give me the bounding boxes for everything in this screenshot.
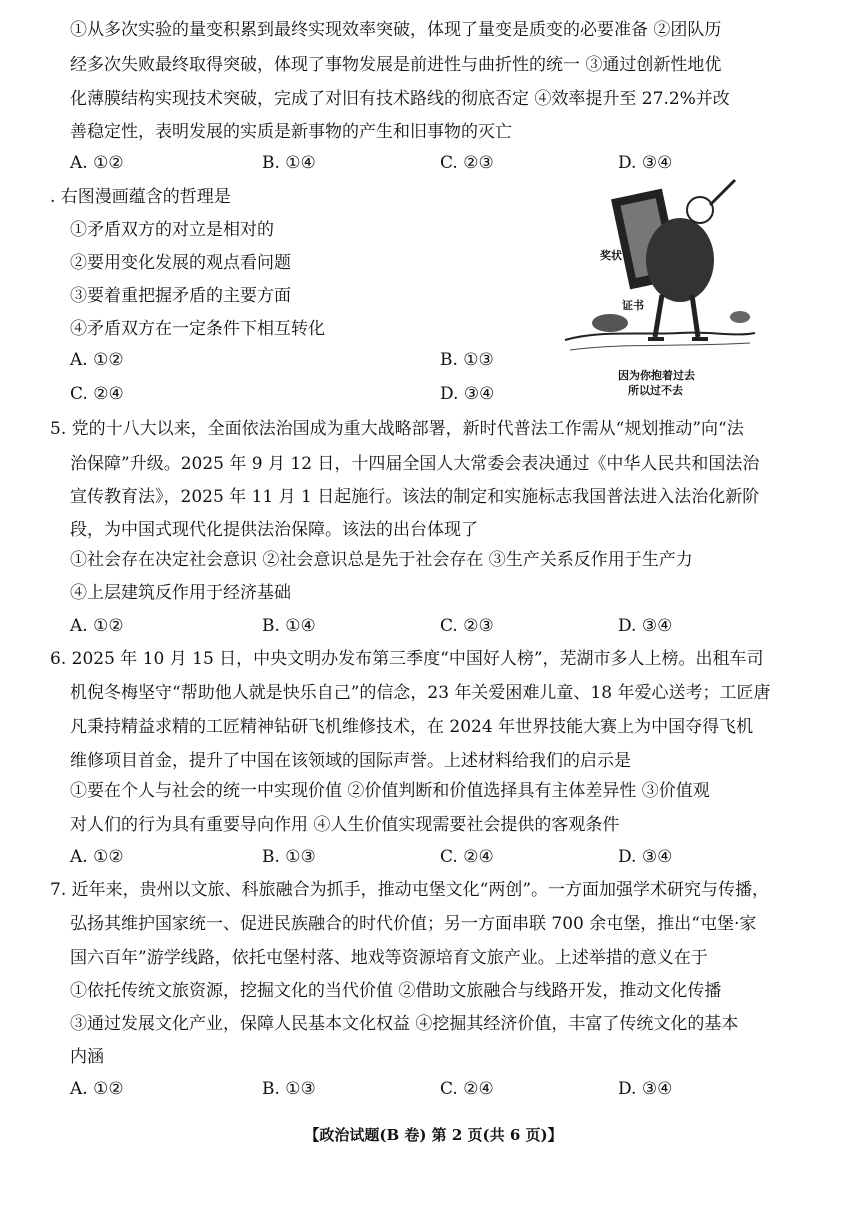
q4-item: ④矛盾双方在一定条件下相互转化 [70,319,325,339]
q6-line: 机倪冬梅坚守“帮助他人就是快乐自己”的信念，23 年关爱困难儿童、18 年爱心送考；工匠唐 [70,683,771,703]
q7-option-b: B. ①③ [262,1079,316,1099]
q4-option-a: A. ①② [70,350,124,370]
q7-option-d: D. ③④ [618,1079,673,1099]
q5-option-b: B. ①④ [262,616,316,636]
q6-option-a: A. ①② [70,847,124,867]
q4-item: ②要用变化发展的观点看问题 [70,253,291,273]
label-award: 奖状 [600,249,622,262]
q6-line: 6. 2025 年 10 月 15 日，中央文明办发布第三季度“中国好人榜”，芜湖市多人上榜。出租车司 [50,649,764,669]
q7-option-c: C. ②④ [440,1079,494,1099]
q5-line: ④上层建筑反作用于经济基础 [70,583,291,603]
q5-option-d: D. ③④ [618,616,673,636]
q6-line: 凡秉持精益求精的工匠精神钻研飞机维修技术，在 2024 年世界技能大赛上为中国夺得飞机 [70,717,754,737]
label-certificate: 证书 [622,299,644,312]
q7-line: 内涵 [70,1047,104,1067]
q7-line: 弘扬其维护国家统一、促进民族融合的时代价值；另一方面串联 700 余屯堡，推出“屯堡·家 [70,914,757,934]
q5-option-a: A. ①② [70,616,124,636]
q5-option-c: C. ②③ [440,616,494,636]
q4-item: ③要着重把握矛盾的主要方面 [70,286,291,306]
q3-line: 化薄膜结构实现技术突破，完成了对旧有技术路线的彻底否定 ④效率提升至 27.2%并改 [70,89,730,109]
q6-line: ①要在个人与社会的统一中实现价值 ②价值判断和价值选择具有主体差异性 ③价值观 [70,781,710,801]
q6-option-d: D. ③④ [618,847,673,867]
q7-line: ③通过发展文化产业，保障人民基本文化权益 ④挖掘其经济价值，丰富了传统文化的基本 [70,1014,739,1034]
q3-option-c: C. ②③ [440,153,494,173]
q4-item: ①矛盾双方的对立是相对的 [70,220,274,240]
q6-line: 维修项目首金，提升了中国在该领域的国际声誉。上述材料给我们的启示是 [70,751,631,771]
q7-option-a: A. ①② [70,1079,124,1099]
q5-line: 治保障”升级。2025 年 9 月 12 日，十四届全国人大常委会表决通过《中华人民共和国法治 [70,454,760,474]
q4-stem: . 右图漫画蕴含的哲理是 [50,187,231,207]
q6-option-b: B. ①③ [262,847,316,867]
q4-option-d: D. ③④ [440,384,495,404]
q7-line: 7. 近年来，贵州以文旅、科旅融合为抓手，推动屯堡文化“两创”。一方面加强学术研究与传播， [50,880,770,900]
q3-option-d: D. ③④ [618,153,673,173]
q5-line: ①社会存在决定社会意识 ②社会意识总是先于社会存在 ③生产关系反作用于生产力 [70,550,693,570]
q5-line: 段，为中国式现代化提供法治保障。该法的出台体现了 [70,520,478,540]
q4-option-b: B. ①③ [440,350,494,370]
q3-line: ①从多次实验的量变积累到最终实现效率突破，体现了量变是质变的必要准备 ②团队历 [70,20,722,40]
cartoon-caption-line-1: 因为你抱着过去 [618,369,695,382]
q3-option-b: B. ①④ [262,153,316,173]
q3-line: 善稳定性，表明发展的实质是新事物的产生和旧事物的灭亡 [70,122,512,142]
q7-line: 国六百年”游学线路，依托屯堡村落、地戏等资源培育文旅产业。上述举措的意义在于 [70,948,708,968]
cartoon-illustration [560,165,760,405]
q6-line: 对人们的行为具有重要导向作用 ④人生价值实现需要社会提供的客观条件 [70,815,620,835]
q7-line: ①依托传统文旅资源，挖掘文化的当代价值 ②借助文旅融合与线路开发，推动文化传播 [70,981,722,1001]
q3-option-a: A. ①② [70,153,124,173]
q5-line: 宣传教育法》，2025 年 11 月 1 日起施行。该法的制定和实施标志我国普法进入法治化新阶 [70,487,760,507]
q5-line: 5. 党的十八大以来，全面依法治国成为重大战略部署，新时代普法工作需从“规划推动”向“法 [50,419,744,439]
q6-option-c: C. ②④ [440,847,494,867]
q3-line: 经多次失败最终取得突破，体现了事物发展是前进性与曲折性的统一 ③通过创新性地优 [70,55,722,75]
cartoon-caption-line-2: 所以过不去 [628,384,683,397]
q4-option-c: C. ②④ [70,384,124,404]
page-footer: 【政治试题(B 卷) 第 2 页(共 6 页)】 [304,1126,563,1144]
